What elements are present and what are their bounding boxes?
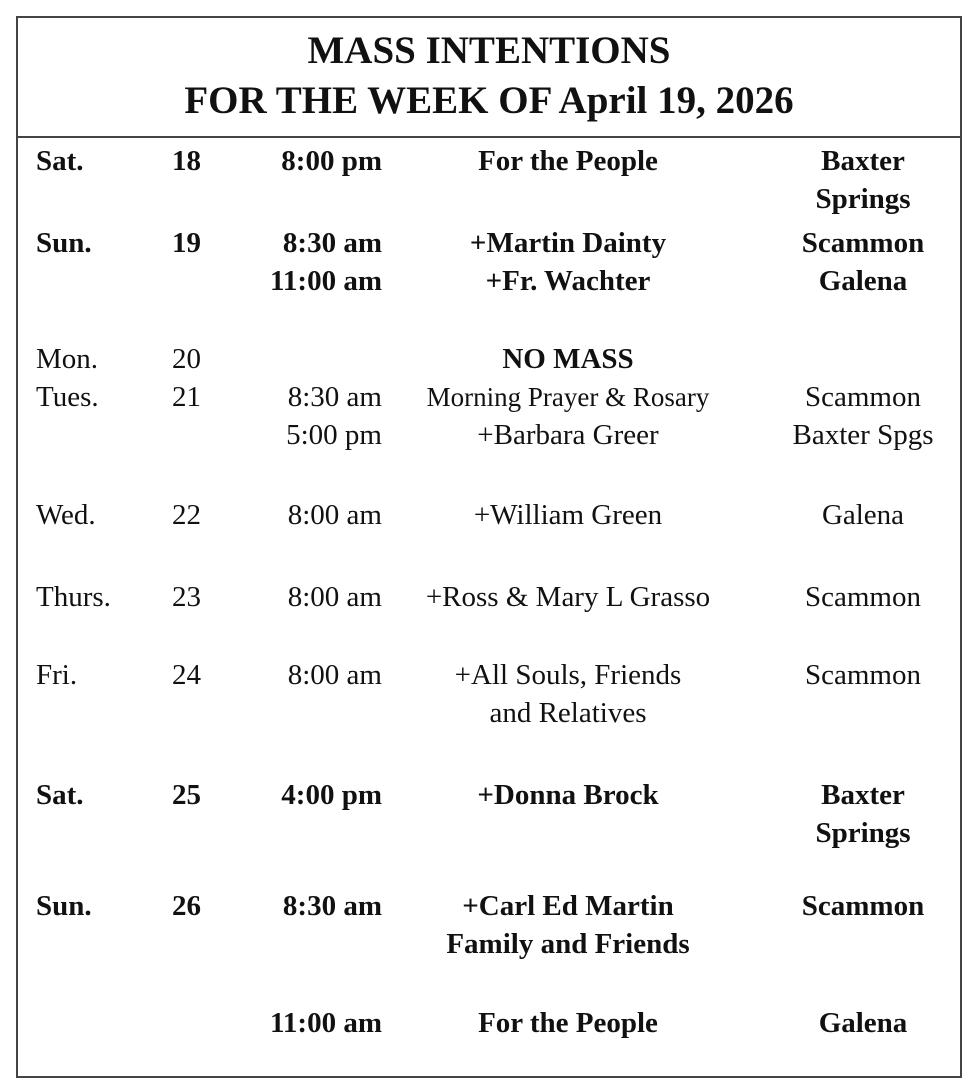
date-cell: 18 (172, 145, 201, 177)
time-cell: 8:30 am (282, 890, 382, 922)
time-cell: 11:00 am (270, 1007, 382, 1039)
date-cell: 19 (172, 227, 201, 259)
intention-cell: +Barbara Greer (477, 419, 659, 451)
location-cell: Galena (821, 499, 905, 531)
date-cell: 23 (172, 581, 201, 613)
title-line-2: FOR THE WEEK OF April 19, 2026 (184, 79, 794, 122)
time-cell: 4:00 pm (281, 779, 382, 811)
date-cell: 22 (172, 499, 201, 531)
date-cell: 21 (172, 381, 201, 413)
location-cell: Baxter Springs (815, 145, 911, 215)
date-cell: 24 (172, 659, 201, 691)
date-cell: 26 (172, 890, 201, 922)
location-cell: Scammon (801, 227, 925, 259)
intention-cell: +Fr. Wachter (485, 265, 651, 297)
time-cell: 8:30 am (287, 381, 382, 413)
day-cell: Wed. (36, 499, 96, 531)
day-cell: Sat. (36, 145, 84, 177)
day-cell: Tues. (36, 381, 99, 413)
intention-cell: +Donna Brock (477, 779, 659, 811)
time-cell: 8:30 am (282, 227, 382, 259)
day-cell: Mon. (36, 343, 99, 375)
day-cell: Sat. (36, 779, 84, 811)
time-cell: 8:00 am (287, 659, 382, 691)
intention-cell: For the People (478, 145, 658, 177)
location-cell: Scammon (805, 381, 921, 413)
time-cell: 8:00 pm (281, 145, 382, 177)
location-cell: Baxter Springs (815, 779, 911, 849)
date-cell: 25 (172, 779, 201, 811)
location-cell: Scammon (805, 659, 921, 691)
day-cell: Sun. (36, 890, 92, 922)
intention-cell: NO MASS (502, 343, 634, 375)
intention-cell: +Carl Ed Martin Family and Friends (446, 890, 690, 960)
intention-cell: For the People (478, 1007, 658, 1039)
time-cell: 5:00 pm (286, 419, 382, 451)
intention-cell: Morning Prayer & Rosary (426, 382, 710, 412)
day-cell: Sun. (36, 227, 92, 259)
day-cell: Thurs. (36, 581, 111, 613)
location-cell: Galena (818, 1007, 908, 1039)
title-line-1: MASS INTENTIONS (307, 29, 671, 72)
location-cell: Galena (818, 265, 908, 297)
location-cell: Scammon (801, 890, 925, 922)
time-cell: 8:00 am (287, 499, 382, 531)
location-cell: Scammon (805, 581, 921, 613)
location-cell: Baxter Spgs (792, 419, 934, 451)
intention-cell: +All Souls, Friends and Relatives (454, 659, 682, 729)
time-cell: 8:00 am (287, 581, 382, 613)
intention-cell: +Martin Dainty (469, 227, 667, 259)
intention-cell: +William Green (473, 499, 663, 531)
intention-cell: +Ross & Mary L Grasso (425, 581, 711, 613)
date-cell: 20 (172, 343, 201, 375)
day-cell: Fri. (36, 659, 78, 691)
time-cell: 11:00 am (270, 265, 382, 297)
table-header (18, 18, 960, 138)
mass-intentions-table (16, 16, 962, 1078)
